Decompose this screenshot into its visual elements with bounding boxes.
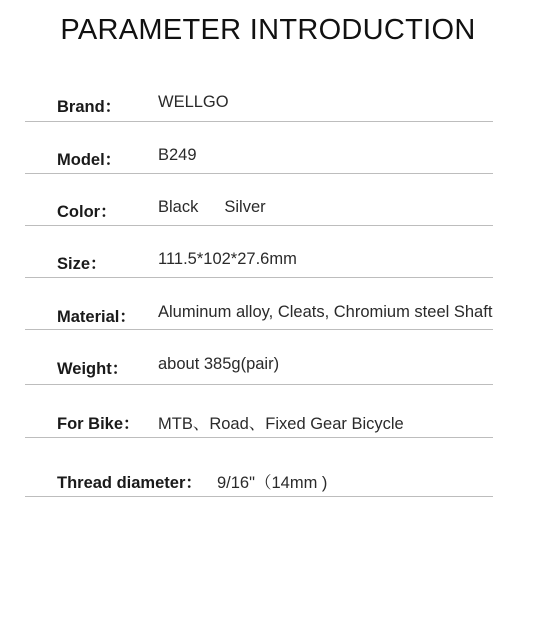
param-row-color	[25, 173, 493, 226]
param-label: Brand：	[57, 98, 122, 116]
color-black: Black	[158, 198, 199, 216]
param-value: Aluminum alloy, Cleats, Chromium steel Shaft	[158, 303, 493, 321]
param-label: Size：	[57, 255, 107, 273]
param-value	[158, 198, 266, 217]
param-value: about 385g(pair)	[158, 355, 280, 373]
param-value: WELLGO	[158, 93, 229, 111]
param-label: Thread diameter：	[57, 474, 202, 492]
param-value: MTB、Road、Fixed Gear Bicycle	[158, 415, 404, 433]
param-row-brand	[25, 56, 493, 122]
page-title: PARAMETER INTRODUCTION	[60, 14, 476, 46]
param-label: Weight：	[57, 360, 129, 378]
param-label: Model：	[57, 151, 122, 169]
param-row-size	[25, 225, 493, 278]
param-label: Material：	[57, 308, 136, 326]
param-label: Color：	[57, 203, 117, 221]
param-value: B249	[158, 146, 197, 164]
param-row-thread-diameter	[25, 437, 493, 497]
param-label: For Bike：	[57, 415, 140, 433]
param-value: 9/16"（14mm )	[217, 474, 328, 492]
param-row-material	[25, 277, 493, 330]
color-silver: Silver	[224, 198, 266, 216]
param-row-model	[25, 121, 493, 174]
param-value: 111.5*102*27.6mm	[158, 250, 297, 268]
param-row-weight	[25, 329, 493, 385]
param-row-for-bike	[25, 384, 493, 438]
